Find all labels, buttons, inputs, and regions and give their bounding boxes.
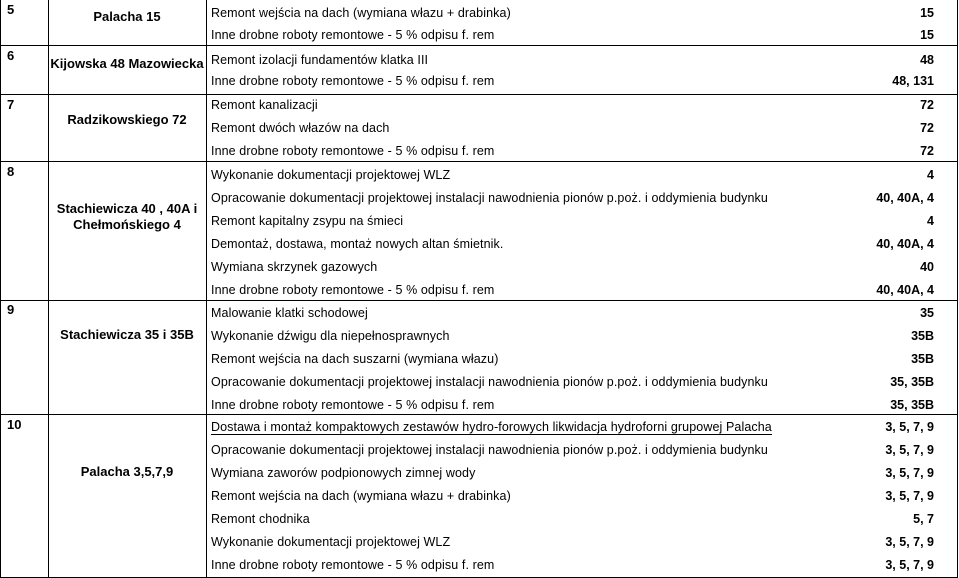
row-number: 8	[7, 164, 15, 179]
item-description: Inne drobne roboty remontowe - 5 % odpisu f. rem	[211, 144, 495, 158]
item-description: Wykonanie dźwigu dla niepełnosprawnych	[211, 329, 450, 343]
item-description: Wymiana skrzynek gazowych	[211, 260, 378, 274]
item-units: 3, 5, 7, 9	[885, 535, 934, 549]
address-cell: Kijowska 48 Mazowiecka	[50, 56, 204, 71]
item-description: Inne drobne roboty remontowe - 5 % odpisu f. rem	[211, 398, 495, 412]
item-units: 40, 40A, 4	[876, 283, 934, 297]
item-units: 4	[927, 214, 934, 228]
column-divider	[206, 0, 207, 578]
item-description: Opracowanie dokumentacji projektowej instalacji nawodnienia pionów p.poż. i oddymienia budynku	[211, 191, 768, 205]
address-cell: Palacha 15	[93, 9, 161, 24]
address-cell	[50, 201, 204, 233]
item-description: Remont izolacji fundamentów klatka III	[211, 53, 429, 67]
row-number: 5	[7, 2, 15, 17]
item-units: 3, 5, 7, 9	[885, 466, 934, 480]
item-description: Inne drobne roboty remontowe - 5 % odpisu f. rem	[211, 283, 495, 297]
item-description: Opracowanie dokumentacji projektowej instalacji nawodnienia pionów p.poż. i oddymienia budynku	[211, 375, 768, 389]
item-units: 35B	[911, 329, 934, 343]
item-description: Inne drobne roboty remontowe - 5 % odpisu f. rem	[211, 74, 495, 88]
item-description: Inne drobne roboty remontowe - 5 % odpisu f. rem	[211, 558, 495, 572]
item-description: Remont dwóch włazów na dach	[211, 121, 390, 135]
item-units: 3, 5, 7, 9	[885, 489, 934, 503]
address-line: Chełmońskiego 4	[73, 217, 181, 232]
item-units: 72	[920, 121, 934, 135]
item-units: 4	[927, 168, 934, 182]
item-units: 35, 35B	[890, 398, 934, 412]
table-border-right	[957, 0, 958, 578]
item-description: Wykonanie dokumentacji projektowej WLZ	[211, 535, 451, 549]
address-cell: Stachiewicza 35 i 35B	[60, 327, 194, 342]
item-description: Dostawa i montaż kompaktowych zestawów hydro-forowych likwidacja hydroforni grupowej Palacha	[211, 420, 772, 434]
item-description: Inne drobne roboty remontowe - 5 % odpisu f. rem	[211, 28, 495, 42]
item-units: 35B	[911, 352, 934, 366]
item-description: Remont wejścia na dach suszarni (wymiana włazu)	[211, 352, 499, 366]
item-units: 48	[920, 53, 934, 67]
row-separator	[0, 300, 958, 301]
item-units: 3, 5, 7, 9	[885, 558, 934, 572]
item-units: 15	[920, 28, 934, 42]
row-number: 9	[7, 302, 15, 317]
table-border-left	[0, 0, 1, 578]
address-cell: Radzikowskiego 72	[67, 112, 187, 127]
item-units: 48, 131	[892, 74, 934, 88]
row-separator	[0, 161, 958, 162]
item-description: Malowanie klatki schodowej	[211, 306, 368, 320]
row-number: 7	[7, 97, 15, 112]
item-units: 40, 40A, 4	[876, 191, 934, 205]
item-units: 15	[920, 6, 934, 20]
item-description: Remont kapitalny zsypu na śmieci	[211, 214, 404, 228]
item-description: Demontaż, dostawa, montaż nowych altan śmietnik.	[211, 237, 504, 251]
item-description: Remont chodnika	[211, 512, 310, 526]
item-units: 40	[920, 260, 934, 274]
item-description: Remont wejścia na dach (wymiana włazu + drabinka)	[211, 489, 511, 503]
item-description: Wykonanie dokumentacji projektowej WLZ	[211, 168, 451, 182]
item-description: Remont wejścia na dach (wymiana włazu + drabinka)	[211, 6, 511, 20]
item-units: 3, 5, 7, 9	[885, 420, 934, 434]
item-units: 72	[920, 144, 934, 158]
address-cell: Palacha 3,5,7,9	[80, 464, 174, 479]
row-separator	[0, 414, 958, 415]
item-units: 35	[920, 306, 934, 320]
item-units: 5, 7	[913, 512, 934, 526]
item-units: 35, 35B	[890, 375, 934, 389]
item-description: Wymiana zaworów podpionowych zimnej wody	[211, 466, 476, 480]
row-separator	[0, 45, 958, 46]
item-units: 3, 5, 7, 9	[885, 443, 934, 457]
item-units: 40, 40A, 4	[876, 237, 934, 251]
item-units: 72	[920, 98, 934, 112]
row-separator	[0, 94, 958, 95]
address-line: Stachiewicza 40 , 40A i	[56, 201, 198, 216]
row-number: 6	[7, 48, 15, 63]
column-divider	[48, 0, 49, 578]
item-description: Opracowanie dokumentacji projektowej instalacji nawodnienia pionów p.poż. i oddymienia budynku	[211, 443, 768, 457]
item-description: Remont kanalizacji	[211, 98, 318, 112]
row-number: 10	[7, 417, 22, 432]
